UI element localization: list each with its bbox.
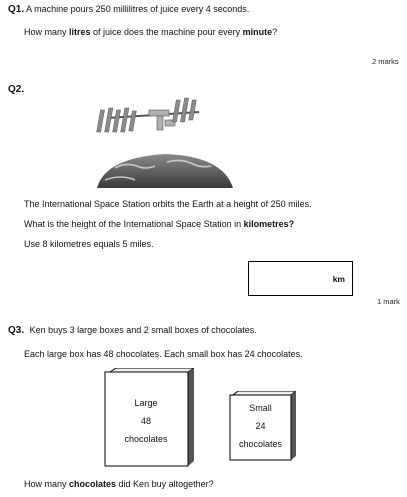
- q1-marks: 2 marks: [372, 57, 399, 66]
- q1-text-2: [24, 27, 277, 38]
- q1-text-1: A machine pours 250 millilitres of juice every 4 seconds.: [26, 4, 250, 14]
- q2-bold-kilometres: kilometres?: [243, 219, 295, 229]
- q3-number: Q3.: [8, 325, 25, 336]
- q3-text-3c: did Ken buy altogether?: [116, 479, 214, 489]
- q3-text-3: [24, 479, 214, 490]
- large-box-label: [105, 394, 187, 448]
- q2-text-3: Use 8 kilometres equals 5 miles.: [24, 239, 154, 249]
- q3-text-3a: How many: [24, 479, 70, 489]
- q3-bold-chocolates: chocolates: [69, 479, 117, 489]
- large-box-line-1: Large: [134, 398, 158, 408]
- q2-answer-unit: km: [332, 274, 345, 284]
- large-box-line-2: 48: [140, 416, 151, 426]
- q2-answer-box[interactable]: [248, 261, 353, 296]
- q3-line1-row: [8, 325, 257, 336]
- q1-bold-litres: litres: [69, 27, 91, 37]
- large-box-line-3: chocolates: [124, 434, 168, 444]
- space-station-illustration: [95, 96, 235, 190]
- q1-text-2c: of juice does the machine pour every: [90, 27, 243, 37]
- q2-text-1: The International Space Station orbits the Earth at a height of 250 miles.: [24, 199, 312, 209]
- earth-shape: [97, 154, 233, 188]
- q1-line1-row: [8, 4, 249, 15]
- q1-bold-minute: minute: [242, 27, 273, 37]
- small-box-line-2: 24: [255, 421, 266, 431]
- q1-text-2a: How many: [24, 27, 70, 37]
- small-box-line-3: chocolates: [238, 439, 283, 449]
- q2-text-2: [24, 219, 294, 230]
- q3-text-1: Ken buys 3 large boxes and 2 small boxes of chocolates.: [29, 325, 257, 335]
- q2-text-2a: What is the height of the International Space Station in: [24, 219, 244, 229]
- q3-text-2: Each large box has 48 chocolates. Each small box has 24 chocolates.: [24, 349, 303, 359]
- q1-text-2e: ?: [272, 27, 278, 37]
- small-box-label: [230, 399, 291, 453]
- q2-number: Q2.: [8, 84, 25, 95]
- q2-marks: 1 mark: [377, 297, 400, 306]
- small-box-line-1: Small: [249, 403, 272, 413]
- q1-number: Q1.: [8, 4, 25, 15]
